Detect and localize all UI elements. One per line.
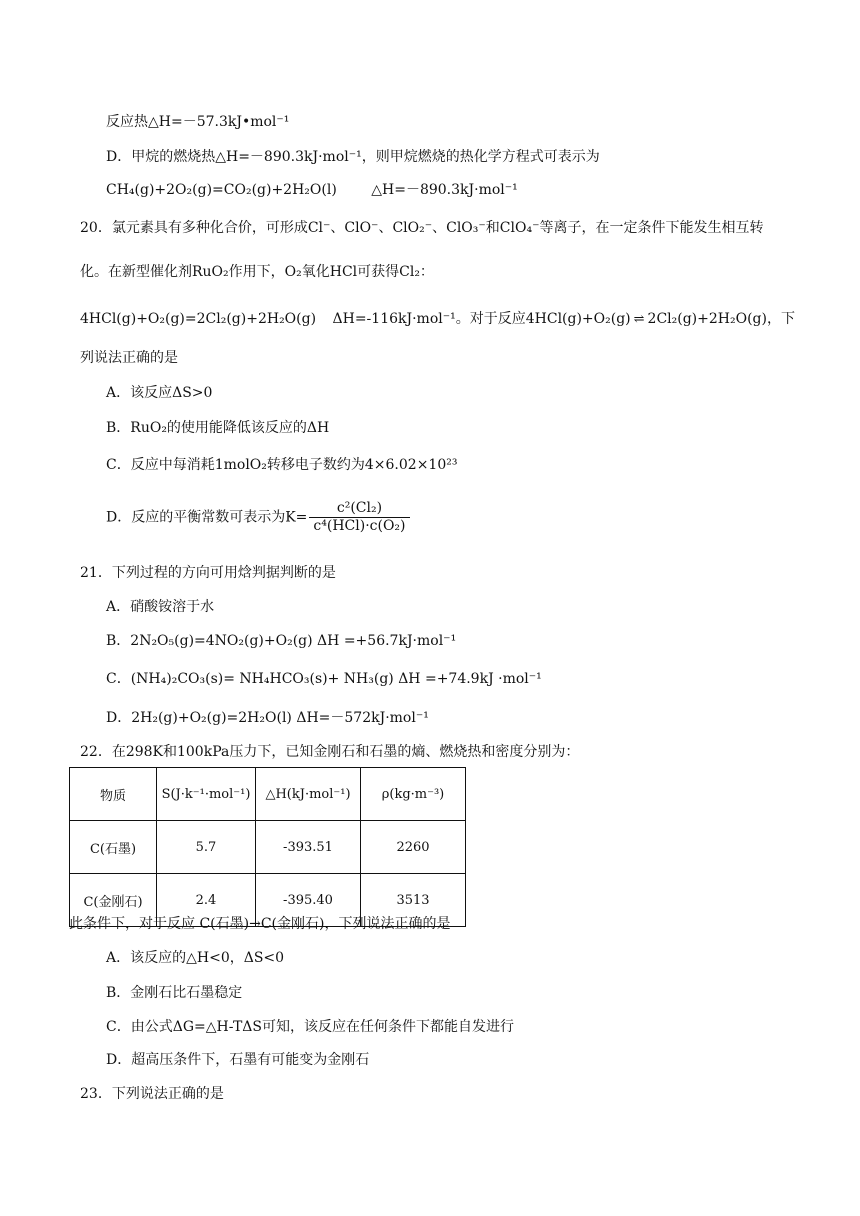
prev-option-d-equation [106, 180, 518, 200]
table-row [70, 821, 466, 874]
equation: CH₄(g)+2O₂(g)=CO₂(g)+2H₂O(l) [106, 182, 337, 198]
q20-option-b: B．RuO₂的使用能降低该反应的ΔH [106, 420, 330, 436]
q20-stem-line2: 化。在新型催化剂RuO₂作用下，O₂氧化HCl可获得Cl₂： [80, 264, 434, 280]
table-cell: C(石墨) [70, 821, 157, 874]
equation: 4HCl(g)+O₂(g)=2Cl₂(g)+2H₂O(g) [80, 311, 317, 327]
q22-stem: 22．在298K和100kPa压力下，已知金刚石和石墨的熵、燃烧热和密度分别为： [80, 744, 580, 760]
q21-option-a: A．硝酸铵溶于水 [106, 599, 215, 615]
table-cell: 5.7 [157, 821, 256, 874]
table-cell: 2.4 [157, 874, 256, 927]
equilibrium-arrow-icon: ⇌ [633, 312, 645, 327]
q22-option-a: A．该反应的△H<0，ΔS<0 [106, 950, 285, 966]
table-header-row [70, 768, 466, 821]
q22-option-b: B．金刚石比石墨稳定 [106, 985, 243, 1001]
equilibrium-constant-fraction [309, 500, 409, 535]
q23-stem: 23．下列说法正确的是 [80, 1086, 224, 1102]
q21-option-c: C．(NH₄)₂CO₃(s)= NH₄HCO₃(s)+ NH₃(g) ΔH =+74.9kJ ·mol⁻¹ [106, 671, 542, 687]
enthalpy-change: ΔH=-116kJ·mol⁻¹。对于反应 [332, 311, 526, 327]
q22-after-table: 此条件下，对于反应 C(石墨)→C(金刚石)，下列说法正确的是 [69, 916, 451, 932]
q21-stem: 21．下列过程的方向可用焓判据判断的是 [80, 565, 336, 581]
prev-question-line: 反应热△H=－57.3kJ•mol⁻¹ [106, 114, 290, 130]
enthalpy-change: △H=－890.3kJ·mol⁻¹ [371, 182, 518, 198]
q20-equation-line [80, 309, 795, 330]
option-d-text: D．反应的平衡常数可表示为K= [106, 509, 308, 526]
equation-right: 2Cl₂(g)+2H₂O(g)，下 [647, 311, 795, 327]
properties-table [69, 767, 466, 927]
table-cell: C(金刚石) [70, 874, 157, 927]
q22-option-d: D．超高压条件下，石墨有可能变为金刚石 [106, 1052, 370, 1068]
q22-option-c: C．由公式ΔG=△H-TΔS可知，该反应在任何条件下都能自发进行 [106, 1019, 514, 1035]
q20-stem-line3: 列说法正确的是 [80, 350, 178, 366]
table-header-cell: △H(kJ·mol⁻¹) [256, 768, 361, 821]
q20-option-d [106, 500, 410, 535]
table-cell: -393.51 [256, 821, 361, 874]
equation-left: 4HCl(g)+O₂(g) [525, 311, 631, 327]
table-cell: -395.40 [256, 874, 361, 927]
fraction-numerator: c²(Cl₂) [309, 500, 409, 518]
q21-option-b: B．2N₂O₅(g)=4NO₂(g)+O₂(g) ΔH =+56.7kJ·mol⁻¹ [106, 633, 457, 649]
table-header-cell: 物质 [70, 768, 157, 821]
q21-option-d: D．2H₂(g)+O₂(g)=2H₂O(l) ΔH=－572kJ·mol⁻¹ [106, 710, 429, 726]
table-header-cell: S(J·k⁻¹·mol⁻¹) [157, 768, 256, 821]
q20-option-a: A．该反应ΔS>0 [106, 385, 213, 401]
prev-option-d: D．甲烷的燃烧热△H=－890.3kJ·mol⁻¹，则甲烷燃烧的热化学方程式可表示为 [106, 149, 600, 165]
table-cell: 2260 [361, 821, 466, 874]
q20-stem-line1: 20．氯元素具有多种化合价，可形成Cl⁻、ClO⁻、ClO₂⁻、ClO₃⁻和ClO₄⁻等离子，在一定条件下能发生相互转 [80, 220, 764, 236]
table-cell: 3513 [361, 874, 466, 927]
fraction-denominator: c⁴(HCl)·c(O₂) [313, 518, 406, 534]
table-header-cell: ρ(kg·m⁻³) [361, 768, 466, 821]
q20-option-c: C．反应中每消耗1molO₂转移电子数约为4×6.02×10²³ [106, 457, 458, 473]
